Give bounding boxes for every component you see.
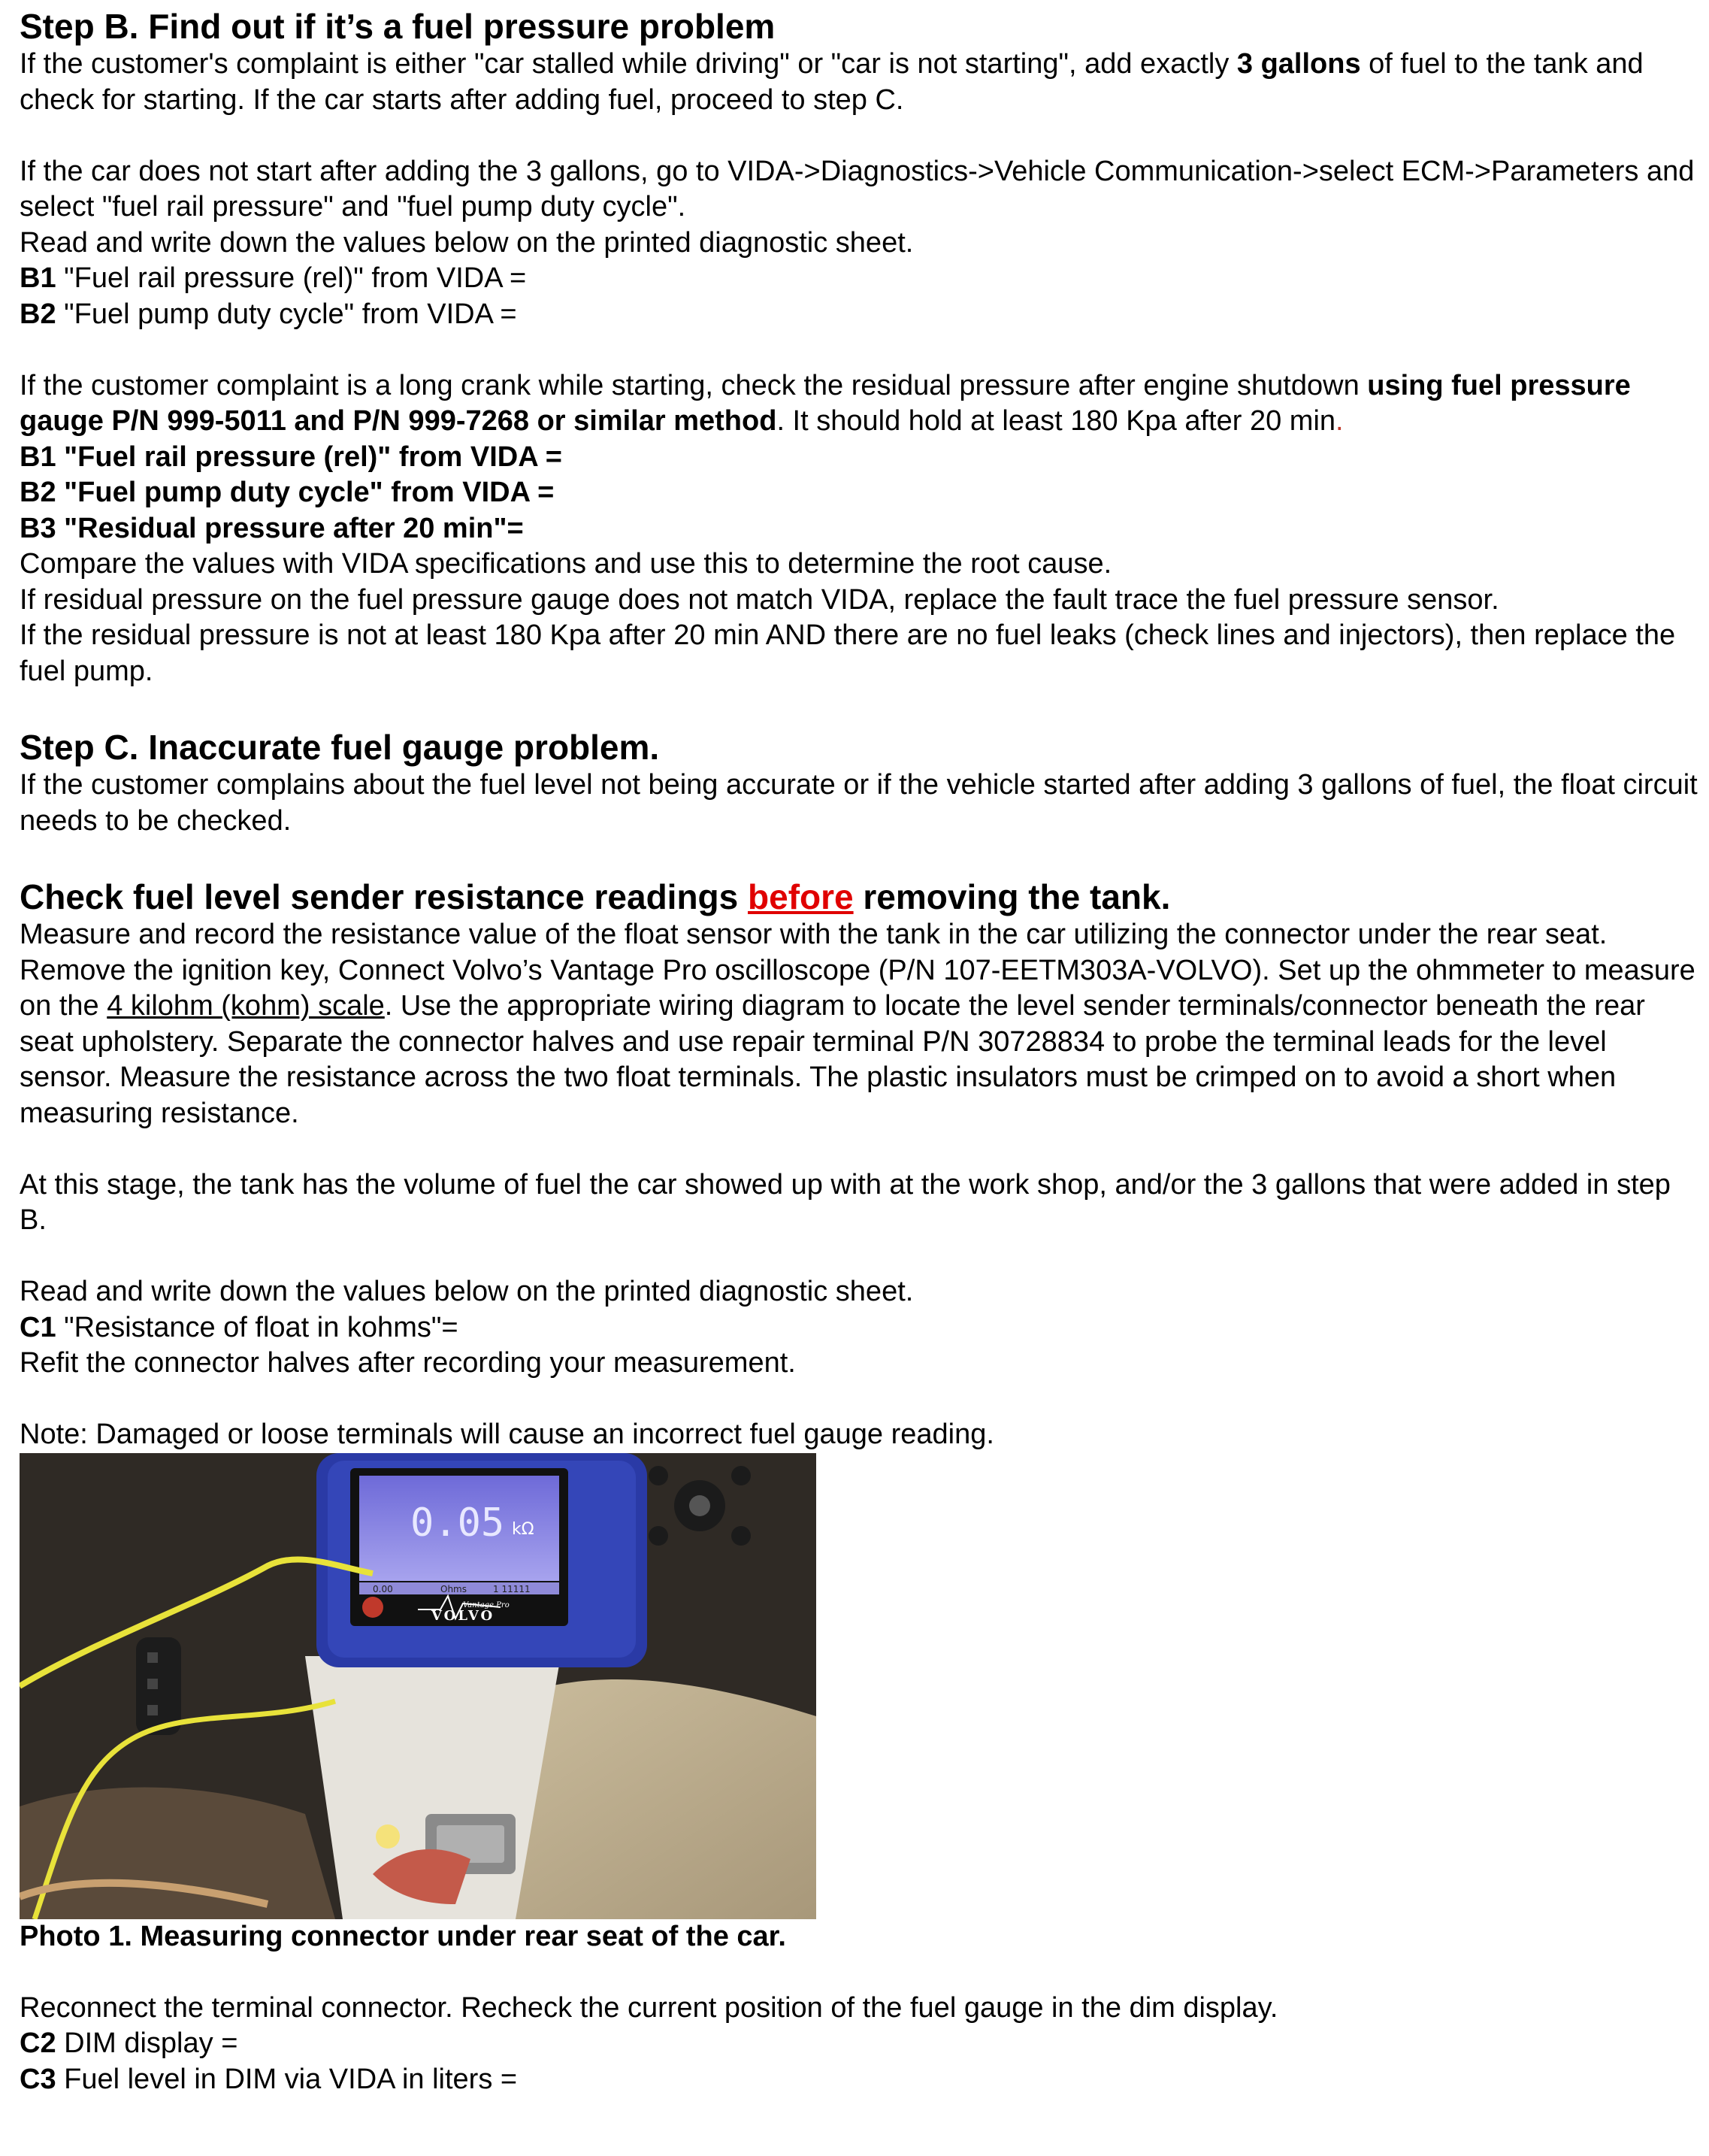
check-paragraph-3: At this stage, the tank has the volume of fuel the car showed up with at the work shop, and/or the 3 gallons that were added in step B. (20, 1168, 1671, 1236)
before-link[interactable]: before (748, 877, 854, 916)
step-b-paragraph-5: Compare the values with VIDA specifications and use this to determine the root cause. (20, 548, 1112, 580)
text-run: If the customer's complaint is either "car stalled while driving" or "car is not starting", add exactly (20, 48, 1237, 80)
b2-text: "Fuel pump duty cycle" from VIDA = (56, 298, 517, 330)
connector-plug (136, 1637, 181, 1735)
b3-full: B3 "Residual pressure after 20 min"= (20, 512, 524, 544)
status-mid: Ohms (440, 1583, 467, 1594)
text-run: . Use the appropriate wiring diagram to locate the level sender terminals/connector beneath the rear seat upholstery. Separate the connector halves and use repair terminal P/N 30728834 to probe the terminal leads for the level sensor. Measure the resistance across the two float terminals. The plastic insulators must be crimped on to avoid a short when measuring resistance. (20, 990, 1645, 1129)
check-paragraph-4: Read and write down the values below on the printed diagnostic sheet. (20, 1276, 914, 1307)
photo-illustration (20, 1453, 816, 1919)
b1-text: "Fuel rail pressure (rel)" from VIDA = (56, 262, 527, 294)
brand-script: Vantage Pro (463, 1600, 510, 1609)
button-icon (731, 1526, 751, 1546)
c3-text: Fuel level in DIM via VIDA in liters = (56, 2063, 518, 2095)
button-icon (731, 1466, 751, 1485)
check-paragraph-1: Measure and record the resistance value of the float sensor with the tank in the car utilizing the connector under the rear seat. (20, 919, 1608, 950)
step-c-heading: Step C. Inaccurate fuel gauge problem. (20, 728, 660, 767)
status-left: 0.00 (373, 1583, 393, 1594)
b2-code: B2 (20, 298, 56, 330)
step-c-paragraph-1: If the customer complains about the fuel level not being accurate or if the vehicle started after adding 3 gallons of fuel, the float circuit needs to be checked. (20, 769, 1698, 837)
c1-code: C1 (20, 1311, 56, 1343)
document-page (20, 6, 1700, 2097)
check-paragraph-5: Refit the connector halves after recording your measurement. (20, 1347, 796, 1379)
text-run: removing the tank. (853, 877, 1171, 916)
b1-code: B1 (20, 262, 56, 294)
c1-text: "Resistance of float in kohms"= (56, 1311, 458, 1343)
step-b-paragraph-6: If residual pressure on the fuel pressure gauge does not match VIDA, replace the fault trace the fuel pressure sensor. (20, 583, 1499, 616)
power-icon (362, 1597, 383, 1618)
photo-caption: Photo 1. Measuring connector under rear seat of the car. (20, 1920, 786, 1952)
bold-text: 3 gallons (1236, 48, 1361, 80)
brand-name: VOLVO (431, 1607, 495, 1624)
b1-line (20, 261, 1700, 297)
b2-bold-line (20, 475, 1700, 511)
text-run: of fuel to the tank and check for starting. If the car starts after adding fuel, proceed to step C. (20, 48, 1644, 116)
b2-line (20, 297, 1700, 333)
button-icon (649, 1466, 668, 1485)
c2-code: C2 (20, 2027, 56, 2059)
c3-line (20, 2062, 1700, 2098)
c1-line (20, 1310, 1700, 1346)
text-run: . (1335, 405, 1344, 437)
step-b-paragraph-2: If the car does not start after adding the 3 gallons, go to VIDA->Diagnostics->Vehicle Communication->select ECM->Parameters and select "fuel rail pressure" and "fuel pump duty cycle". (20, 155, 1695, 223)
text-run: If the customer complaint is a long crank while starting, check the residual pressure after engine shutdown (20, 369, 1368, 401)
note: Note: Damaged or loose terminals will cause an incorrect fuel gauge reading. (20, 1419, 994, 1450)
reading-value: 0.05 (410, 1500, 505, 1546)
c2-text: DIM display = (56, 2027, 238, 2059)
step-b-paragraph-7: If the residual pressure is not at least 180 Kpa after 20 min AND there are no fuel leaks (check lines and injectors), then replace the fuel pump. (20, 619, 1676, 687)
text-run: Remove the ignition key, Connect Volvo’s Vantage Pro oscilloscope (P/N 107-EETM303A-VOLVO). Set up the ohmmeter to measure on the (20, 954, 1695, 1022)
bold-text: using fuel pressure gauge P/N 999-5011 and P/N 999-7268 or similar method (20, 369, 1631, 437)
c3-code: C3 (20, 2063, 56, 2095)
step-b-paragraph-1 (20, 47, 1700, 118)
step-b-paragraph-3: Read and write down the values below on the printed diagnostic sheet. (20, 226, 914, 259)
text-run: . It should hold at least 180 Kpa after 20 min (776, 405, 1336, 437)
c2-line (20, 2026, 1700, 2062)
step-b-paragraph-4 (20, 368, 1700, 440)
b1-bold-line (20, 440, 1700, 476)
measurement-photo (20, 1453, 816, 1919)
b3-bold-line (20, 511, 1700, 547)
b2-full: B2 "Fuel pump duty cycle" from VIDA = (20, 477, 555, 508)
step-b-heading: Step B. Find out if it’s a fuel pressure problem (20, 7, 776, 46)
text-run: Check fuel level sender resistance readings (20, 877, 749, 916)
button-icon (649, 1526, 668, 1546)
check-heading (20, 877, 1700, 917)
b1-full: B1 "Fuel rail pressure (rel)" from VIDA = (20, 441, 562, 473)
status-right: 1 11111 (493, 1583, 531, 1594)
reading-unit: kΩ (512, 1519, 534, 1539)
check-paragraph-2 (20, 953, 1700, 1132)
underlined-text: 4 kilohm (kohm) scale (107, 990, 385, 1022)
after-paragraph-1: Reconnect the terminal connector. Recheck the current position of the fuel gauge in the dim display. (20, 1991, 1278, 2024)
